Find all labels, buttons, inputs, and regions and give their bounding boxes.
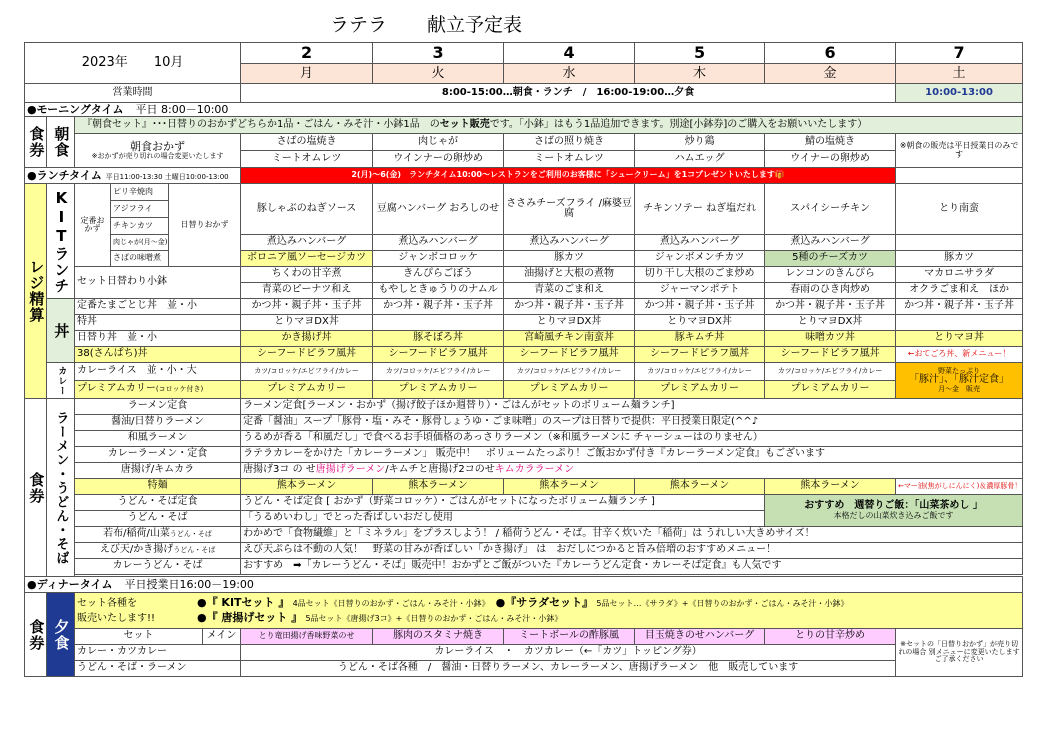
dinner-sat-note: ※セットの「日替りおかず」が売り切れの場合 別メニューに変更いたします ご了承ください: [896, 629, 1023, 677]
dinner-vlabel-outer: 食券: [25, 593, 47, 677]
noodle-text: わかめで「食物繊維」と「ミネラル」をプラスしよう！ / 稲荷うどん・そば。甘辛く炊いた「稲荷」は うれしい大きめサイズ！: [241, 527, 1023, 543]
curry-row: [25, 363, 1023, 381]
dinner-main: ミートボールの酢豚風: [504, 629, 635, 645]
karaage-text: 唐揚げ3コ の せ唐揚げラーメン/キムチと唐揚げ2コのせキムカララーメン: [241, 463, 1023, 479]
premium-item: プレミアムカリー: [765, 381, 896, 399]
sub-dish: 煮込みハンバーグ: [241, 235, 373, 251]
sat-curry-box: 野菜たっぷり 「豚汁」、「豚汁定食」 月～金 販売: [896, 363, 1023, 399]
noodle-label: 和風ラーメン: [75, 431, 241, 447]
dinner-main: とりの甘辛炒め: [765, 629, 896, 645]
noodle-text: ラテラカレーをかけた「カレーラーメン」 販売中！ ボリュームたっぷり！ご飯おかず付き『カレーラーメン定食』もございます: [241, 447, 1023, 463]
kobachi-item: ちくわの甘辛煮: [241, 267, 373, 283]
don-item: かつ丼・親子丼・玉子丼: [241, 299, 373, 315]
tokusei-item: 熊本ラーメン: [241, 479, 373, 495]
teiban-label: 定番おかず: [75, 184, 111, 267]
tokusei-item: 熊本ラーメン: [765, 479, 896, 495]
day-dow: 土: [896, 64, 1023, 84]
morning-header: ●モーニングタイム 平日 8:00－10:00: [25, 103, 1023, 117]
morning-item: 炒り鶏: [635, 134, 765, 151]
don-row: [25, 347, 1023, 363]
don-item: かき揚げ丼: [241, 331, 373, 347]
hours-saturday: 10:00-13:00: [896, 84, 1023, 103]
don-item: 豚キムチ丼: [635, 331, 765, 347]
don-item: シーフードピラフ風丼: [635, 347, 765, 363]
main-dish: 豚しゃぶのねぎソース: [241, 184, 373, 235]
don-row: [25, 315, 1023, 331]
morning-set-row: [25, 117, 1023, 134]
main-dish: ささみチーズフライ /麻婆豆腐: [504, 184, 635, 235]
don-item: とりマヨDX丼: [635, 315, 765, 331]
curry-item: カツ/コロッケ/エビフライ/カレー: [241, 363, 373, 381]
dinner-vlabel-inner: 夕食: [47, 593, 75, 677]
morning-okazu-label: 朝食おかず ※おかずが売り切れの場合変更いたします: [75, 134, 241, 168]
kobachi-item: 青菜のごま和え: [504, 283, 635, 299]
morning-item: 肉じゃが: [373, 134, 504, 151]
don-item: [373, 315, 504, 331]
kobachi-item: きんぴらごぼう: [373, 267, 504, 283]
dinner-set-row-1: [25, 593, 1023, 613]
morning-item: ミートオムレツ: [241, 151, 373, 168]
noodle-text: えび天ぷらは不動の人気！ 野菜の甘みが香ばしい「かき揚げ」 は おだしにつかると旨み倍増のおすすめメニュー！: [241, 543, 1023, 559]
sub-dish: ボロニア風ソーセージカツ: [241, 251, 373, 267]
curry-item: カツ/コロッケ/エビフライ/カレー: [765, 363, 896, 381]
day-num: 6: [765, 43, 896, 64]
morning-set-desc: 『朝食セット』･･･日替りのおかずどちらか1品・ごはん・みそ汁・小鉢1品 のセット販売です。「小鉢」はもう1品追加できます。別途[小鉢券]のご購入をお願いいたします）: [75, 117, 1023, 134]
teiban-item: さばの味噌煮: [111, 251, 169, 267]
noodle-text: うどん・そば定食 [ おかず（野菜コロッケ）・ごはんがセットになったボリューム麺ランチ ]: [241, 495, 765, 511]
don-item: [896, 315, 1023, 331]
don-row: [25, 331, 1023, 347]
sub-dish: [896, 235, 1023, 251]
don-item: かつ丼・親子丼・玉子丼: [635, 299, 765, 315]
don-label: 定番たまごとじ丼 並・小: [75, 299, 241, 315]
page-title: [330, 10, 590, 40]
tokusei-sat-note: ←マー油(焦がしにんにく)＆濃厚豚骨！: [896, 479, 1023, 495]
dinner-curry-row: [25, 645, 1023, 661]
kobachi-item: レンコンのきんぴら: [765, 267, 896, 283]
don-item: とりマヨ丼: [896, 331, 1023, 347]
noodle-text: 定番「醤油」スープ「豚骨・塩・みそ・豚骨しょうゆ・ごま味噌」のスープは日替りで提供：平日授業日限定(^^♪: [241, 415, 1023, 431]
teiban-item: ピリ辛焼肉: [111, 184, 169, 201]
dinner-main: 豚肉のスタミナ焼き: [373, 629, 504, 645]
lunch-header: ●ランチタイム 平日11:00-13:30 土曜日10:00-13:00: [25, 168, 241, 184]
don-item: かつ丼・親子丼・玉子丼: [373, 299, 504, 315]
morning-vlabel-outer: 食券: [25, 117, 47, 168]
sub-dish: 5種のチーズカツ: [765, 251, 896, 267]
noodle-label: カレーうどん・そば: [75, 559, 241, 575]
restaurant-name: ラテラ: [330, 14, 388, 36]
don-item: シーフードピラフ風丼: [765, 347, 896, 363]
curry-item: カツ/コロッケ/エビフライ/カレー: [635, 363, 765, 381]
reji-vlabel: レジ精算: [25, 184, 47, 399]
don-item: かつ丼・親子丼・玉子丼: [896, 299, 1023, 315]
main-dish: とり南蛮: [896, 184, 1023, 235]
dinner-header: ●ディナータイム 平日授業日16:00－19:00: [25, 577, 1023, 593]
dinner-udon-row: [25, 661, 1023, 677]
ebi-row: [25, 543, 1023, 559]
premium-item: プレミアムカリー: [241, 381, 373, 399]
dinner-main-row: [25, 629, 1023, 645]
dinner-set-label: セット: [75, 629, 203, 645]
tokusei-label: 特麺: [75, 479, 241, 495]
kobachi-item: 切り干し大根のごま炒め: [635, 267, 765, 283]
day-dow: 月: [241, 64, 373, 84]
kobachi-item: マカロニサラダ: [896, 267, 1023, 283]
don-vlabel: 丼: [47, 299, 75, 363]
kobachi-item: もやしときゅうりのナムル: [373, 283, 504, 299]
dinner-main-label: メイン: [203, 629, 241, 645]
don-item: かつ丼・親子丼・玉子丼: [504, 299, 635, 315]
karaage-row: [25, 463, 1023, 479]
sub-dish: ジャンボメンチカツ: [635, 251, 765, 267]
hours-weekday: 8:00-15:00…朝食・ランチ / 16:00-19:00…夕食: [241, 84, 896, 103]
noodle-label: うどん・そば定食: [75, 495, 241, 511]
higawari-label: 日替りおかず: [169, 184, 241, 267]
curry-udon-row: [25, 559, 1023, 575]
kobachi-item: ジャーマンポテト: [635, 283, 765, 299]
premium-item: プレミアムカリー: [373, 381, 504, 399]
don-item: とりマヨDX丼: [504, 315, 635, 331]
noodle-row: [25, 431, 1023, 447]
kit-row-1: [25, 184, 1023, 201]
noodle-vlabel-outer: 食券: [25, 399, 47, 577]
don-item: 宮崎風チキン南蛮丼: [504, 331, 635, 347]
udon-teishoku-row: [25, 495, 1023, 511]
premium-item: プレミアムカリー: [635, 381, 765, 399]
tokusei-item: 熊本ラーメン: [504, 479, 635, 495]
morning-item: ミートオムレツ: [504, 151, 635, 168]
premium-row: [25, 381, 1023, 399]
morning-row-1: [25, 134, 1023, 151]
document-title: 献立予定表: [427, 14, 523, 36]
noodle-text: 「うるめいわし」でとった香ばしいおだし使用: [241, 511, 765, 527]
hours-label: 営業時間: [25, 84, 241, 103]
morning-vlabel-inner: 朝食: [47, 117, 75, 168]
don-item: シーフードピラフ風丼: [241, 347, 373, 363]
morning-item: ハムエッグ: [635, 151, 765, 168]
hours-row: [25, 84, 1023, 103]
day-dow: 木: [635, 64, 765, 84]
sub-dish: ジャンボコロッケ: [373, 251, 504, 267]
don-item: とりマヨDX丼: [241, 315, 373, 331]
noodle-vlabel-inner: ラーメン・うどん・そば: [47, 399, 75, 577]
dinner-curry-label: カレー・カツカレー: [75, 645, 241, 661]
main-dish: スパイシーチキン: [765, 184, 896, 235]
kobachi-row-1: [25, 267, 1023, 283]
kobachi-item: 油揚げと大根の煮物: [504, 267, 635, 283]
day-dow: 金: [765, 64, 896, 84]
day-num: 5: [635, 43, 765, 64]
noodle-label: えび天/かき揚げうどん・そば: [75, 543, 241, 559]
day-num: 7: [896, 43, 1023, 64]
sub-dish: 煮込みハンバーグ: [635, 235, 765, 251]
teiban-item: アジフライ: [111, 201, 169, 218]
noodle-row: [25, 447, 1023, 463]
morning-item: さばの塩焼き: [241, 134, 373, 151]
don-item: かつ丼・親子丼・玉子丼: [765, 299, 896, 315]
don-item: ←おてごろ丼、新メニュー！: [896, 347, 1023, 363]
don-item: 豚そぼろ丼: [373, 331, 504, 347]
day-dow: 水: [504, 64, 635, 84]
noodle-text: おすすめ ➡「カレーうどん・そば」販売中！おかずとご飯がついた『カレーうどん定食・カレーそば定食』も人気です: [241, 559, 1023, 575]
sub-dish: 豚カツ: [504, 251, 635, 267]
sub-dish: 豚カツ: [896, 251, 1023, 267]
don-label: 特丼: [75, 315, 241, 331]
noodle-label: 唐揚げ/キムカラ: [75, 463, 241, 479]
curry-label: カレーライス 並・小・大: [75, 363, 241, 381]
dinner-main: 目玉焼きのせハンバーグ: [635, 629, 765, 645]
month-cell: 2023年 10月: [25, 43, 241, 84]
teiban-item: 肉じゃが(月～金): [111, 235, 169, 251]
sub-dish: 煮込みハンバーグ: [373, 235, 504, 251]
noodle-label: ラーメン定食: [75, 399, 241, 415]
tokusei-row: [25, 479, 1023, 495]
tokusei-item: 熊本ラーメン: [635, 479, 765, 495]
day-num: 4: [504, 43, 635, 64]
kit-vlabel: KITランチ: [47, 184, 75, 299]
dinner-udon-text: うどん・そば各種 / 醤油・日替りラーメン、カレーラーメン、唐揚げラーメン 他 販売しています: [241, 661, 896, 677]
premium-label: プレミアムカリー(コロッケ付き): [75, 381, 241, 399]
dinner-udon-label: うどん・そば・ラーメン: [75, 661, 241, 677]
sub-dish: 煮込みハンバーグ: [504, 235, 635, 251]
main-dish: 豆腐ハンバーグ おろしのせ: [373, 184, 504, 235]
don-item: シーフードピラフ風丼: [504, 347, 635, 363]
morning-item: 鯖の塩焼き: [765, 134, 896, 151]
don-label: 日替り丼 並・小: [75, 331, 241, 347]
noodle-label: カレーラーメン・定食: [75, 447, 241, 463]
menu-table: [24, 42, 1023, 677]
lunch-banner: 2(月)～6(金) ランチタイム10:00～レストランをご利用のお客様に「シュークリーム」を1コプレゼントいたします🎁: [241, 168, 896, 184]
noodle-text: ラーメン定食[ラーメン・おかず（揚げ餃子ほか週替り）・ごはんがセットのボリューム麺ランチ]: [241, 399, 1023, 415]
don-row: [25, 299, 1023, 315]
curry-vlabel: カレー: [47, 363, 75, 399]
lunch-header-row: [25, 168, 1023, 184]
dinner-set-desc: セット各種を ●『 KITセット 』 4品セット《日替りのおかず・ごはん・みそ汁・小鉢》 ●『サラダセット』 5品セット…《サラダ》+《日替りのおかず・ごはん・みそ汁・小鉢》 販売いたします!! ●『 唐揚げセット 』 5品セット《唐揚げ3コ》+《日替りのおかず・ごはん・みそ汁・小鉢》: [75, 593, 1023, 629]
morning-sat-note: ※朝食の販売は平日授業日のみです: [896, 134, 1023, 168]
noodle-row: [25, 399, 1023, 415]
sat-chameshi-box: おすすめ 週替りご飯：「山菜茶めし 」 本格だしの山菜炊き込みご飯です: [765, 495, 1023, 527]
curry-item: カツ/コロッケ/エビフライ/カレー: [504, 363, 635, 381]
dinner-curry-text: カレーライス ・ カツカレー（←「カツ」トッピング券）: [241, 645, 896, 661]
day-dow: 火: [373, 64, 504, 84]
don-item: とりマヨDX丼: [765, 315, 896, 331]
kobachi-item: オクラごま和え ほか: [896, 283, 1023, 299]
wakame-row: [25, 527, 1023, 543]
premium-item: プレミアムカリー: [504, 381, 635, 399]
sub-dish: 煮込みハンバーグ: [765, 235, 896, 251]
dinner-header-row: [25, 577, 1023, 593]
don-item: シーフードピラフ風丼: [373, 347, 504, 363]
main-dish: チキンソテー ねぎ塩だれ: [635, 184, 765, 235]
noodle-label: 若布/稲荷/山菜うどん・そば: [75, 527, 241, 543]
morning-item: さばの照り焼き: [504, 134, 635, 151]
day-num: 2: [241, 43, 373, 64]
curry-item: カツ/コロッケ/エビフライ/カレー: [373, 363, 504, 381]
don-label: 38(さんぱち)丼: [75, 347, 241, 363]
teiban-item: チキンカツ: [111, 218, 169, 235]
kobachi-item: 青菜のピーナツ和え: [241, 283, 373, 299]
header-row-1: [25, 43, 1023, 64]
noodle-row: [25, 415, 1023, 431]
kobachi-item: 春雨のひき肉炒め: [765, 283, 896, 299]
noodle-label: うどん・そば: [75, 511, 241, 527]
morning-item: ウインナーの卵炒め: [373, 151, 504, 168]
dinner-main: とり竜田揚げ香味野菜のせ: [241, 629, 373, 645]
kobachi-label: セット日替わり小鉢: [75, 267, 241, 299]
noodle-label: 醤油/日替りラーメン: [75, 415, 241, 431]
morning-item: ウイナーの卵炒め: [765, 151, 896, 168]
noodle-text: うるめが香る「和風だし」で食べるお手頃価格のあっさりラーメン（※和風ラーメンに チャーシューはのりません）: [241, 431, 1023, 447]
tokusei-item: 熊本ラーメン: [373, 479, 504, 495]
day-num: 3: [373, 43, 504, 64]
don-item: 味噌カツ丼: [765, 331, 896, 347]
morning-header-row: [25, 103, 1023, 117]
